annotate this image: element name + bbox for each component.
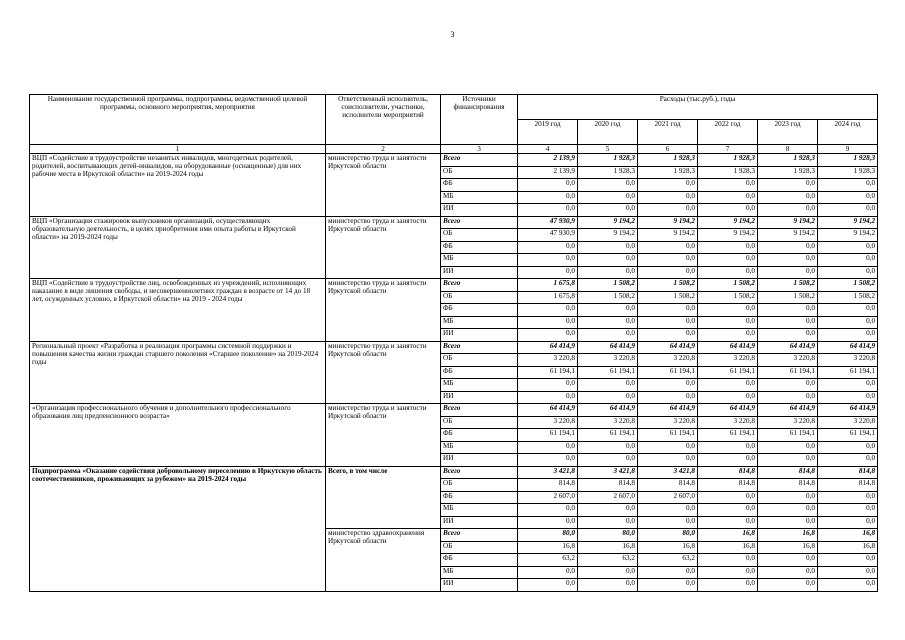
- amount-cell: 64 414,9: [518, 341, 578, 354]
- amount-cell: 9 194,2: [698, 229, 758, 242]
- amount-cell: 3 220,8: [518, 354, 578, 367]
- amount-cell: 0,0: [758, 316, 818, 329]
- amount-cell: 0,0: [638, 454, 698, 467]
- amount-cell: 1 928,3: [818, 154, 878, 167]
- amount-cell: 814,8: [638, 479, 698, 492]
- amount-cell: 0,0: [578, 316, 638, 329]
- amount-cell: 0,0: [818, 191, 878, 204]
- funding-source: Всего: [441, 341, 518, 354]
- expenses-table: [29, 94, 878, 592]
- amount-cell: 0,0: [698, 391, 758, 404]
- amount-cell: 0,0: [698, 554, 758, 567]
- amount-cell: 2 139,9: [518, 166, 578, 179]
- amount-cell: 0,0: [698, 304, 758, 317]
- amount-cell: 1 508,2: [698, 279, 758, 292]
- amount-cell: 0,0: [818, 454, 878, 467]
- amount-cell: 61 194,1: [518, 366, 578, 379]
- amount-cell: 3 421,8: [518, 466, 578, 479]
- funding-source: ОБ: [441, 416, 518, 429]
- amount-cell: 0,0: [818, 204, 878, 217]
- amount-cell: 0,0: [698, 441, 758, 454]
- funding-source: Всего: [441, 404, 518, 417]
- amount-cell: 0,0: [578, 516, 638, 529]
- funding-source: ФБ: [441, 429, 518, 442]
- amount-cell: 3 220,8: [518, 416, 578, 429]
- amount-cell: 0,0: [638, 441, 698, 454]
- amount-cell: 0,0: [578, 191, 638, 204]
- amount-cell: 64 414,9: [638, 341, 698, 354]
- header-executor: Ответственный исполнитель, соисполнители, участники, исполнители мероприятий: [326, 95, 441, 145]
- amount-cell: 0,0: [518, 391, 578, 404]
- amount-cell: 16,8: [818, 529, 878, 542]
- funding-source: ФБ: [441, 304, 518, 317]
- amount-cell: 0,0: [578, 441, 638, 454]
- amount-cell: 0,0: [698, 241, 758, 254]
- funding-source: ИИ: [441, 454, 518, 467]
- funding-source: ОБ: [441, 541, 518, 554]
- funding-source: МБ: [441, 566, 518, 579]
- amount-cell: 0,0: [518, 254, 578, 267]
- amount-cell: 0,0: [758, 179, 818, 192]
- amount-cell: 0,0: [638, 179, 698, 192]
- amount-cell: 61 194,1: [698, 366, 758, 379]
- amount-cell: 64 414,9: [638, 404, 698, 417]
- amount-cell: 0,0: [758, 329, 818, 342]
- funding-source: ОБ: [441, 166, 518, 179]
- header-year: 2023 год: [758, 120, 818, 145]
- amount-cell: 0,0: [638, 516, 698, 529]
- amount-cell: 0,0: [758, 391, 818, 404]
- amount-cell: 0,0: [818, 179, 878, 192]
- funding-source: МБ: [441, 254, 518, 267]
- amount-cell: 0,0: [818, 554, 878, 567]
- funding-source: ИИ: [441, 391, 518, 404]
- amount-cell: 61 194,1: [818, 429, 878, 442]
- amount-cell: 1 928,3: [698, 166, 758, 179]
- amount-cell: 0,0: [698, 266, 758, 279]
- amount-cell: 9 194,2: [818, 216, 878, 229]
- amount-cell: 61 194,1: [758, 366, 818, 379]
- funding-source: ФБ: [441, 241, 518, 254]
- amount-cell: 64 414,9: [698, 404, 758, 417]
- amount-cell: 1 928,3: [818, 166, 878, 179]
- amount-cell: 814,8: [818, 466, 878, 479]
- funding-source: ИИ: [441, 516, 518, 529]
- amount-cell: 1 928,3: [638, 154, 698, 167]
- funding-source: Всего: [441, 154, 518, 167]
- amount-cell: 0,0: [638, 379, 698, 392]
- amount-cell: 0,0: [818, 316, 878, 329]
- amount-cell: 0,0: [758, 266, 818, 279]
- amount-cell: 0,0: [518, 304, 578, 317]
- amount-cell: 0,0: [818, 579, 878, 592]
- funding-source: ОБ: [441, 479, 518, 492]
- amount-cell: 0,0: [818, 304, 878, 317]
- amount-cell: 0,0: [578, 329, 638, 342]
- amount-cell: 63,2: [518, 554, 578, 567]
- amount-cell: 0,0: [758, 504, 818, 517]
- amount-cell: 0,0: [518, 504, 578, 517]
- amount-cell: 3 220,8: [578, 354, 638, 367]
- amount-cell: 0,0: [578, 204, 638, 217]
- amount-cell: 9 194,2: [818, 229, 878, 242]
- amount-cell: 0,0: [818, 491, 878, 504]
- amount-cell: 0,0: [578, 566, 638, 579]
- amount-cell: 0,0: [758, 304, 818, 317]
- amount-cell: 0,0: [638, 566, 698, 579]
- amount-cell: 0,0: [698, 379, 758, 392]
- executor-name: министерство труда и занятости Иркутской области: [326, 404, 441, 467]
- amount-cell: 1 508,2: [638, 291, 698, 304]
- amount-cell: 814,8: [758, 466, 818, 479]
- amount-cell: 1 928,3: [578, 154, 638, 167]
- amount-cell: 3 220,8: [638, 416, 698, 429]
- amount-cell: 0,0: [578, 179, 638, 192]
- amount-cell: 64 414,9: [698, 341, 758, 354]
- amount-cell: 0,0: [518, 379, 578, 392]
- amount-cell: 0,0: [578, 241, 638, 254]
- amount-cell: 9 194,2: [638, 229, 698, 242]
- amount-cell: 3 220,8: [818, 416, 878, 429]
- amount-cell: 64 414,9: [518, 404, 578, 417]
- amount-cell: 0,0: [758, 579, 818, 592]
- funding-source: Всего: [441, 466, 518, 479]
- amount-cell: 64 414,9: [758, 341, 818, 354]
- amount-cell: 63,2: [638, 554, 698, 567]
- amount-cell: 61 194,1: [638, 366, 698, 379]
- amount-cell: 0,0: [818, 379, 878, 392]
- amount-cell: 0,0: [818, 504, 878, 517]
- program-name: ВЦП «Организация стажировок выпускников организаций, осуществляющих образовательную деятельность, в целях приобретения ими опыта работы в Иркутской области» на 2019-2024 годы: [30, 216, 326, 279]
- amount-cell: 0,0: [698, 191, 758, 204]
- amount-cell: 61 194,1: [758, 429, 818, 442]
- amount-cell: 0,0: [698, 491, 758, 504]
- amount-cell: 0,0: [578, 391, 638, 404]
- amount-cell: 1 675,8: [518, 291, 578, 304]
- amount-cell: 0,0: [518, 241, 578, 254]
- table-row: [30, 341, 878, 354]
- funding-source: ИИ: [441, 204, 518, 217]
- funding-source: МБ: [441, 504, 518, 517]
- amount-cell: 63,2: [578, 554, 638, 567]
- header-year: 2021 год: [638, 120, 698, 145]
- table-row: [30, 404, 878, 417]
- amount-cell: 0,0: [518, 179, 578, 192]
- header-year: 2022 год: [698, 120, 758, 145]
- amount-cell: 3 220,8: [758, 354, 818, 367]
- amount-cell: 814,8: [758, 479, 818, 492]
- amount-cell: 1 508,2: [578, 291, 638, 304]
- amount-cell: 64 414,9: [818, 404, 878, 417]
- column-number: 7: [698, 145, 758, 154]
- amount-cell: 814,8: [698, 466, 758, 479]
- executor-name: Всего, в том числе: [326, 466, 441, 529]
- amount-cell: 9 194,2: [698, 216, 758, 229]
- amount-cell: 0,0: [818, 329, 878, 342]
- column-number: 5: [578, 145, 638, 154]
- funding-source: ОБ: [441, 354, 518, 367]
- amount-cell: 0,0: [518, 566, 578, 579]
- amount-cell: 0,0: [518, 204, 578, 217]
- amount-cell: 0,0: [638, 191, 698, 204]
- amount-cell: 0,0: [758, 554, 818, 567]
- amount-cell: 0,0: [758, 516, 818, 529]
- amount-cell: 0,0: [818, 391, 878, 404]
- amount-cell: 61 194,1: [578, 429, 638, 442]
- amount-cell: 0,0: [578, 379, 638, 392]
- amount-cell: 16,8: [638, 541, 698, 554]
- amount-cell: 0,0: [638, 391, 698, 404]
- amount-cell: 16,8: [758, 529, 818, 542]
- column-number: 3: [441, 145, 518, 154]
- amount-cell: 9 194,2: [578, 229, 638, 242]
- funding-source: ФБ: [441, 179, 518, 192]
- amount-cell: 64 414,9: [818, 341, 878, 354]
- amount-cell: 61 194,1: [578, 366, 638, 379]
- funding-source: ИИ: [441, 266, 518, 279]
- amount-cell: 0,0: [758, 254, 818, 267]
- table-row: [30, 216, 878, 229]
- amount-cell: 3 220,8: [698, 416, 758, 429]
- header-year: 2024 год: [818, 120, 878, 145]
- amount-cell: 0,0: [698, 254, 758, 267]
- amount-cell: 0,0: [758, 191, 818, 204]
- amount-cell: 47 930,9: [518, 229, 578, 242]
- amount-cell: 0,0: [758, 241, 818, 254]
- amount-cell: 1 508,2: [818, 279, 878, 292]
- amount-cell: 814,8: [818, 479, 878, 492]
- amount-cell: 47 930,9: [518, 216, 578, 229]
- program-name: ВЦП «Содействие в трудоустройстве лиц, освобожденных из учреждений, исполняющих наказание в виде лишения свободы, и несовершеннолетних граждан в возрасте от 14 до 18 лет, осужденных условно, в Иркутской области» на 2019 - 2024 годы: [30, 279, 326, 342]
- column-numbers-row: [30, 145, 878, 154]
- amount-cell: 61 194,1: [698, 429, 758, 442]
- amount-cell: 80,0: [578, 529, 638, 542]
- amount-cell: 0,0: [698, 316, 758, 329]
- amount-cell: 0,0: [698, 179, 758, 192]
- amount-cell: 1 928,3: [758, 154, 818, 167]
- amount-cell: 0,0: [518, 191, 578, 204]
- amount-cell: 16,8: [758, 541, 818, 554]
- amount-cell: 0,0: [638, 254, 698, 267]
- amount-cell: 16,8: [698, 541, 758, 554]
- amount-cell: 0,0: [638, 329, 698, 342]
- funding-source: МБ: [441, 316, 518, 329]
- executor-name: министерство труда и занятости Иркутской области: [326, 341, 441, 404]
- funding-source: МБ: [441, 441, 518, 454]
- amount-cell: 0,0: [518, 266, 578, 279]
- amount-cell: 3 421,8: [638, 466, 698, 479]
- amount-cell: 1 928,3: [578, 166, 638, 179]
- amount-cell: 0,0: [758, 204, 818, 217]
- amount-cell: 64 414,9: [578, 341, 638, 354]
- column-number: 6: [638, 145, 698, 154]
- header-name: Наименование государственной программы, подпрограммы, ведомственной целевой программы, основного мероприятия, мероприятия: [30, 95, 326, 145]
- amount-cell: 0,0: [758, 379, 818, 392]
- column-number: 2: [326, 145, 441, 154]
- amount-cell: 2 607,0: [518, 491, 578, 504]
- program-name: Региональный проект «Разработка и реализация программы системной поддержки и повышения качества жизни граждан старшего поколения «Старшее поколение» на 2019-2024 годы: [30, 341, 326, 404]
- amount-cell: 9 194,2: [758, 216, 818, 229]
- funding-source: ФБ: [441, 366, 518, 379]
- executor-name: министерство труда и занятости Иркутской области: [326, 279, 441, 342]
- funding-source: ИИ: [441, 329, 518, 342]
- amount-cell: 80,0: [518, 529, 578, 542]
- amount-cell: 61 194,1: [638, 429, 698, 442]
- table-row: [30, 279, 878, 292]
- amount-cell: 0,0: [578, 579, 638, 592]
- amount-cell: 3 421,8: [578, 466, 638, 479]
- amount-cell: 814,8: [518, 479, 578, 492]
- funding-source: МБ: [441, 191, 518, 204]
- program-name: «Организация профессионального обучения и дополнительного профессионального образования лиц предпенсионного возраста»: [30, 404, 326, 467]
- amount-cell: 3 220,8: [578, 416, 638, 429]
- amount-cell: 0,0: [578, 266, 638, 279]
- amount-cell: 9 194,2: [758, 229, 818, 242]
- amount-cell: 0,0: [578, 304, 638, 317]
- amount-cell: 61 194,1: [518, 429, 578, 442]
- amount-cell: 0,0: [698, 566, 758, 579]
- amount-cell: 3 220,8: [638, 354, 698, 367]
- amount-cell: 0,0: [578, 504, 638, 517]
- amount-cell: 0,0: [518, 516, 578, 529]
- funding-source: ФБ: [441, 554, 518, 567]
- executor-name: министерство здравоохранения Иркутской области: [326, 529, 441, 592]
- amount-cell: 814,8: [698, 479, 758, 492]
- amount-cell: 1 508,2: [578, 279, 638, 292]
- amount-cell: 2 139,9: [518, 154, 578, 167]
- column-number: 1: [30, 145, 326, 154]
- amount-cell: 0,0: [698, 504, 758, 517]
- header-expenses: Расходы (тыс.руб.), годы: [518, 95, 878, 120]
- amount-cell: 2 607,0: [638, 491, 698, 504]
- amount-cell: 64 414,9: [758, 404, 818, 417]
- amount-cell: 0,0: [758, 454, 818, 467]
- amount-cell: 64 414,9: [578, 404, 638, 417]
- amount-cell: 0,0: [638, 266, 698, 279]
- executor-name: министерство труда и занятости Иркутской области: [326, 216, 441, 279]
- amount-cell: 1 675,8: [518, 279, 578, 292]
- amount-cell: 0,0: [818, 241, 878, 254]
- amount-cell: 0,0: [638, 304, 698, 317]
- amount-cell: 0,0: [758, 566, 818, 579]
- amount-cell: 0,0: [758, 441, 818, 454]
- amount-cell: 0,0: [818, 441, 878, 454]
- amount-cell: 1 508,2: [638, 279, 698, 292]
- amount-cell: 0,0: [578, 454, 638, 467]
- header-year: 2020 год: [578, 120, 638, 145]
- amount-cell: 0,0: [758, 491, 818, 504]
- column-number: 8: [758, 145, 818, 154]
- column-number: 4: [518, 145, 578, 154]
- funding-source: ОБ: [441, 291, 518, 304]
- header-source: Источники финансирования: [441, 95, 518, 145]
- amount-cell: 0,0: [518, 441, 578, 454]
- program-name: Подпрограмма «Оказание содействия добровольному переселению в Иркутскую область соотечественников, проживающих за рубежом» на 2019-2024 годы: [30, 466, 326, 591]
- amount-cell: 0,0: [518, 579, 578, 592]
- amount-cell: 16,8: [578, 541, 638, 554]
- amount-cell: 0,0: [638, 241, 698, 254]
- amount-cell: 0,0: [698, 329, 758, 342]
- funding-source: Всего: [441, 529, 518, 542]
- amount-cell: 3 220,8: [818, 354, 878, 367]
- header-year: 2019 год: [518, 120, 578, 145]
- amount-cell: 0,0: [518, 454, 578, 467]
- amount-cell: 2 607,0: [578, 491, 638, 504]
- page-number: 3: [450, 30, 455, 39]
- amount-cell: 0,0: [638, 579, 698, 592]
- amount-cell: 16,8: [818, 541, 878, 554]
- amount-cell: 0,0: [698, 516, 758, 529]
- amount-cell: 1 928,3: [758, 166, 818, 179]
- funding-source: ОБ: [441, 229, 518, 242]
- table-row: [30, 154, 878, 167]
- amount-cell: 3 220,8: [758, 416, 818, 429]
- funding-source: ИИ: [441, 579, 518, 592]
- amount-cell: 1 508,2: [698, 291, 758, 304]
- amount-cell: 0,0: [578, 254, 638, 267]
- funding-source: МБ: [441, 379, 518, 392]
- amount-cell: 1 508,2: [758, 279, 818, 292]
- amount-cell: 0,0: [518, 329, 578, 342]
- amount-cell: 0,0: [518, 316, 578, 329]
- amount-cell: 1 928,3: [638, 166, 698, 179]
- amount-cell: 0,0: [698, 454, 758, 467]
- amount-cell: 0,0: [698, 579, 758, 592]
- amount-cell: 3 220,8: [698, 354, 758, 367]
- amount-cell: 80,0: [638, 529, 698, 542]
- amount-cell: 0,0: [818, 254, 878, 267]
- amount-cell: 9 194,2: [638, 216, 698, 229]
- amount-cell: 814,8: [578, 479, 638, 492]
- amount-cell: 61 194,1: [818, 366, 878, 379]
- amount-cell: 0,0: [638, 204, 698, 217]
- amount-cell: 1 508,2: [818, 291, 878, 304]
- amount-cell: 0,0: [698, 204, 758, 217]
- funding-source: Всего: [441, 216, 518, 229]
- funding-source: Всего: [441, 279, 518, 292]
- amount-cell: 0,0: [638, 316, 698, 329]
- program-name: ВЦП «Содействие в трудоустройстве незанятых инвалидов, многодетных родителей, родителей, воспитывающих детей-инвалидов, на оборудованные (оснащенные) для них рабочие места в Иркутской области» на 2019-2024 годы: [30, 154, 326, 217]
- amount-cell: 1 928,3: [698, 154, 758, 167]
- funding-source: ФБ: [441, 491, 518, 504]
- amount-cell: 1 508,2: [758, 291, 818, 304]
- amount-cell: 0,0: [818, 516, 878, 529]
- amount-cell: 0,0: [818, 266, 878, 279]
- amount-cell: 16,8: [518, 541, 578, 554]
- table-row: [30, 466, 878, 479]
- amount-cell: 16,8: [698, 529, 758, 542]
- table-body: [30, 154, 878, 592]
- amount-cell: 0,0: [638, 504, 698, 517]
- amount-cell: 0,0: [818, 566, 878, 579]
- column-number: 9: [818, 145, 878, 154]
- amount-cell: 9 194,2: [578, 216, 638, 229]
- executor-name: министерство труда и занятости Иркутской области: [326, 154, 441, 217]
